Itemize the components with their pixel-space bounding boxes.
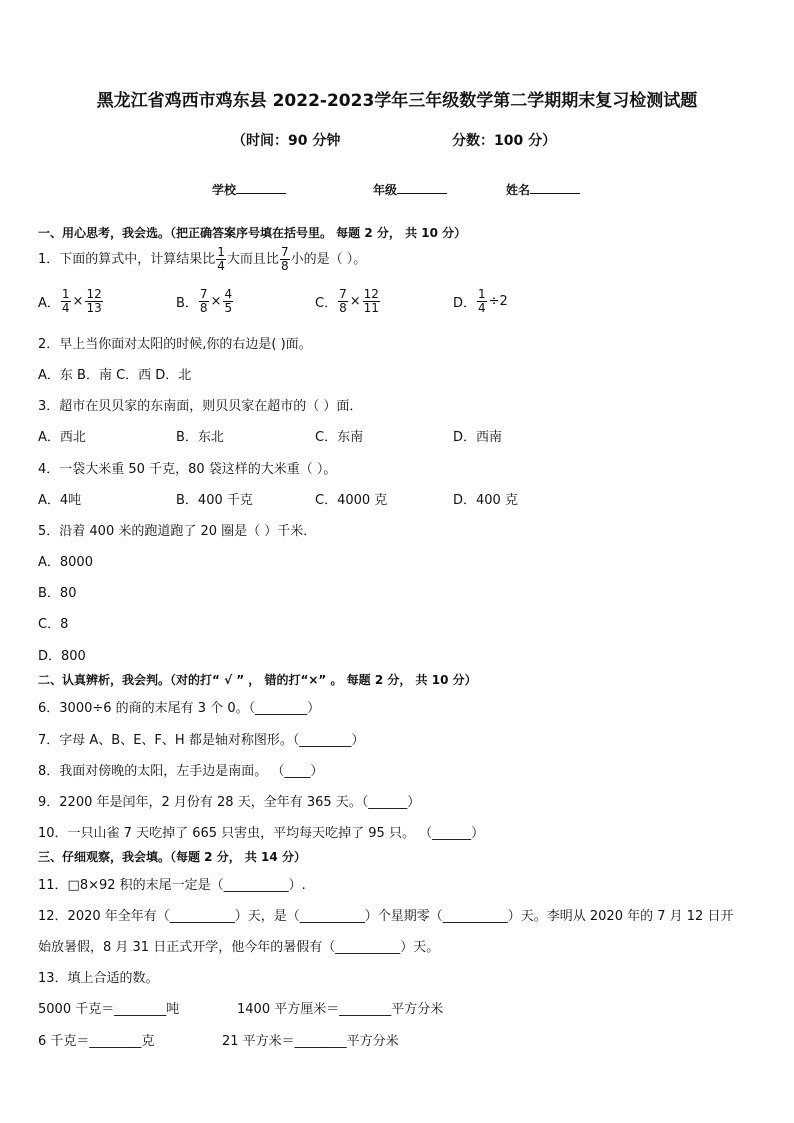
- q13-item-d[interactable]: 21 平方米＝________平方分米: [222, 1034, 399, 1049]
- q13-item-a[interactable]: 5000 千克＝________吨: [38, 1002, 180, 1017]
- q4-option-c[interactable]: C．4000 克: [315, 493, 388, 508]
- q1-mid: 大而且比: [226, 252, 279, 267]
- q5-option-b[interactable]: B．80: [38, 586, 77, 601]
- q13-item-c[interactable]: 6 千克＝________克: [38, 1034, 155, 1049]
- q3-option-b[interactable]: B．东北: [176, 430, 224, 445]
- section-2-header: 二、认真辨析，我会判。（对的打“ √ ” ， 错的打“×” 。 每题 2 分， 共 10 分）: [38, 673, 477, 687]
- q1-option-d[interactable]: D． $\frac{1}{4}$ ÷2: [453, 287, 508, 315]
- fraction-one-quarter: $\frac{1}{4}$: [217, 245, 225, 273]
- question-12-line-1[interactable]: 12．2020 年全年有（__________）天，是（__________）个星期零（__________）天。李明从 2020 年的 7 月 12 日开: [38, 909, 734, 924]
- q5-option-a[interactable]: A．8000: [38, 555, 93, 570]
- page-title: 黑龙江省鸡西市鸡东县 2022-2023学年三年级数学第二学期期末复习检测试题: [96, 91, 698, 111]
- section-1-header: 一、用心思考，我会选。（把正确答案序号填在括号里。 每题 2 分， 共 10 分）: [38, 226, 467, 240]
- question-5: 5．沿着 400 米的跑道跑了 20 圈是（ ）千米．: [38, 524, 317, 539]
- question-12-line-2[interactable]: 始放暑假，8 月 31 日正式开学，他今年的暑假有（__________）天。: [38, 940, 440, 955]
- q1-option-b[interactable]: B． $\frac{7}{8}$ × $\frac{4}{5}$: [176, 287, 233, 315]
- name-field[interactable]: [506, 181, 580, 198]
- exam-score: 分数：100 分）: [452, 133, 557, 149]
- question-4: 4．一袋大米重 50 千克，80 袋这样的大米重（ ）。: [38, 462, 337, 477]
- name-blank[interactable]: [530, 181, 580, 194]
- q5-option-d[interactable]: D．800: [38, 649, 86, 664]
- question-6[interactable]: 6．3000÷6 的商的末尾有 3 个 0。（________）: [38, 701, 321, 716]
- question-1: [38, 246, 366, 273]
- question-7[interactable]: 7．字母 A、B、E、F、H 都是轴对称图形。（________）: [38, 733, 365, 748]
- q5-option-c[interactable]: C．8: [38, 617, 69, 632]
- q2-options[interactable]: A．东 B．南 C．西 D．北: [38, 368, 192, 383]
- q1-option-c[interactable]: C． $\frac{7}{8}$ × $\frac{12}{11}$: [315, 287, 379, 315]
- school-blank[interactable]: [236, 181, 286, 194]
- q4-option-a[interactable]: A．4吨: [38, 493, 82, 508]
- school-label: 学校: [212, 183, 237, 197]
- q1-pre: 1．下面的算式中，计算结果比: [38, 252, 216, 267]
- grade-label: 年级: [373, 183, 398, 197]
- q4-option-b[interactable]: B．400 千克: [176, 493, 253, 508]
- grade-blank[interactable]: [397, 181, 447, 194]
- question-3: 3．超市在贝贝家的东南面，则贝贝家在超市的（ ）面．: [38, 399, 363, 414]
- q1-option-a[interactable]: A． $\frac{1}{4}$ × $\frac{12}{13}$: [38, 287, 102, 315]
- section-3-header: 三、仔细观察，我会填。（每题 2 分， 共 14 分）: [38, 850, 306, 864]
- question-13: 13．填上合适的数。: [38, 971, 159, 986]
- q1-post: 小的是（ ）。: [290, 252, 367, 267]
- question-2: 2．早上当你面对太阳的时候,你的右边是( )面。: [38, 337, 312, 352]
- exam-time: （时间：90 分钟: [232, 133, 341, 149]
- grade-field[interactable]: [373, 181, 447, 198]
- q3-option-a[interactable]: A．西北: [38, 430, 86, 445]
- q4-option-d[interactable]: D．400 克: [453, 493, 518, 508]
- q3-option-d[interactable]: D．西南: [453, 430, 503, 445]
- question-8[interactable]: 8．我面对傍晚的太阳，左手边是南面。 （____）: [38, 764, 324, 779]
- question-9[interactable]: 9．2200 年是闰年，2 月份有 28 天，全年有 365 天。（______）: [38, 795, 421, 810]
- question-11[interactable]: 11．□8×92 积的末尾一定是（__________）.: [38, 878, 306, 893]
- name-label: 姓名: [506, 183, 531, 197]
- school-field[interactable]: [212, 181, 286, 198]
- question-10[interactable]: 10．一只山雀 7 天吃掉了 665 只害虫，平均每天吃掉了 95 只。 （______）: [38, 826, 485, 841]
- fraction-seven-eighths: $\frac{7}{8}$: [280, 245, 289, 273]
- q3-option-c[interactable]: C．东南: [315, 430, 364, 445]
- q13-item-b[interactable]: 1400 平方厘米＝________平方分米: [237, 1002, 444, 1017]
